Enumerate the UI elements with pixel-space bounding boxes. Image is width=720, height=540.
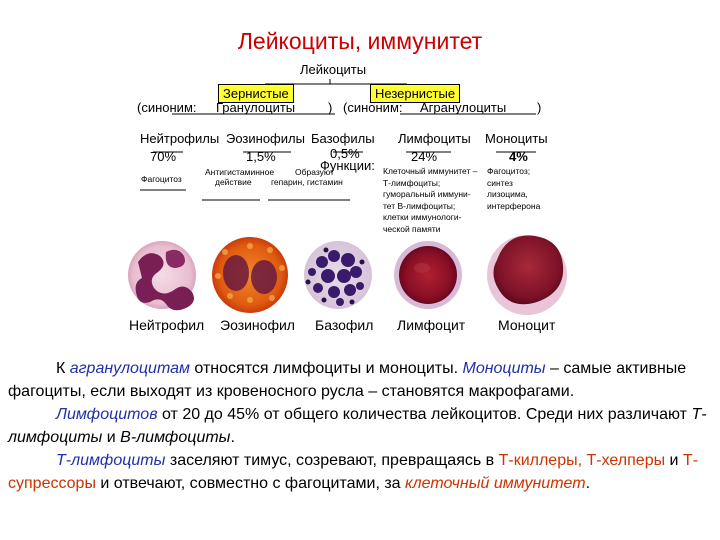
function-lymphocyte-line: тет В-лимфоциты; (383, 200, 456, 211)
paragraph-t-lymphocytes (8, 449, 712, 495)
scheme-root: Лейкоциты (300, 62, 367, 77)
type-monocytes: Моноциты (485, 131, 548, 146)
caption-monocyte: Моноцит (498, 317, 556, 333)
text-span: заселяют тимус, созревают, превращаясь в (165, 452, 499, 469)
percent-eosinophils: 1,5% (246, 149, 276, 164)
basophil-image (304, 241, 372, 309)
body-text (8, 357, 712, 495)
caption-basophil: Базофил (315, 317, 374, 333)
text-span: и (665, 452, 683, 469)
synonym-right-close: ) (537, 100, 542, 115)
synonym-granulocytes: Гранулоциты (216, 100, 296, 115)
synonym-left-close: ) (328, 100, 333, 115)
term-t-killers: Т-киллеры, (498, 452, 583, 469)
term-lymphocytes: Лимфоцитов (56, 406, 158, 423)
term-t-lymphocytes: Т-лимфоциты (8, 406, 707, 446)
granular-box: Зернистые (218, 84, 294, 103)
synonym-agranulocytes: Агранулоциты (420, 100, 507, 115)
paragraph-lymphocytes (8, 403, 712, 449)
function-monocyte-line: интерферона (487, 200, 541, 211)
function-lymphocyte-line: Клеточный иммунитет – (383, 166, 478, 176)
text-span: и (102, 429, 121, 446)
term-monocytes: Моноциты (462, 360, 546, 377)
text-span: от 20 до 45% от общего количества лейкоцитов. Среди них различают (157, 406, 692, 423)
text-span: – самые активные фагоциты, если выходят из кровеносного русла – становятся макрофагами. (8, 360, 687, 400)
function-basophil-1: Образуют (295, 167, 334, 177)
type-neutrophils: Нейтрофилы (140, 131, 220, 146)
synonym-left-prefix: (синоним: (137, 100, 197, 115)
neutrophil-image (128, 241, 196, 310)
monocyte-image (487, 235, 567, 315)
paragraph-agranulocytes (8, 357, 712, 403)
nongranular-box: Незернистые (370, 84, 460, 103)
type-basophils: Базофилы (311, 131, 375, 146)
caption-eosinophil: Эозинофил (220, 317, 295, 333)
functions-label: Функции: (320, 158, 375, 173)
function-basophil-2: гепарин, гистамин (271, 177, 343, 187)
function-monocyte-line: Фагоцитоз; (487, 166, 531, 176)
text-span: . (230, 429, 235, 446)
text-span: К (56, 360, 70, 377)
text-span: относятся лимфоциты и моноциты. (189, 360, 463, 377)
caption-neutrophil: Нейтрофил (129, 317, 205, 333)
function-lymphocyte-line: ческой памяти (383, 223, 441, 234)
eosinophil-image (212, 237, 288, 313)
function-lymphocyte-line: Т-лимфоциты; (383, 177, 441, 188)
term-t-suppressors: Т-супрессоры (8, 452, 699, 492)
text-span: . (585, 475, 591, 492)
function-eosinophil-1: Антигистаминное (205, 167, 275, 177)
type-lymphocytes: Лимфоциты (398, 131, 471, 146)
caption-lymphocyte: Лимфоцит (397, 317, 466, 333)
function-lymphocyte-line: клетки иммунологи- (383, 212, 462, 222)
page-title: Лейкоциты, иммунитет (237, 28, 483, 54)
term-t-helpers: Т-хелперы (586, 452, 666, 469)
term-b-lymphocytes: В-лимфоциты (120, 429, 231, 446)
term-agranulocytes: агранулоцитам (69, 360, 190, 377)
function-lymphocyte-line: гуморальный иммуни- (383, 189, 471, 199)
percent-lymphocytes: 24% (411, 149, 438, 164)
term-cellular-immunity: клеточный иммунитет (405, 475, 586, 492)
lymphocyte-image (394, 241, 462, 309)
term-t-lymphocytes: Т-лимфоциты (56, 452, 166, 469)
function-eosinophil-2: действие (215, 177, 252, 187)
percent-neutrophils: 70% (150, 149, 177, 164)
synonym-right-prefix: (синоним: (343, 100, 403, 115)
percent-basophils: 0,5% (330, 146, 360, 161)
percent-monocytes: 4% (509, 149, 528, 164)
function-monocyte-line: синтез (487, 177, 513, 188)
function-monocyte-line: лизоцима, (487, 189, 528, 199)
function-neutrophil: Фагоцитоз (141, 174, 182, 184)
type-eosinophils: Эозинофилы (226, 131, 305, 146)
text-span: и отвечают, совместно с фагоцитами, за (95, 475, 406, 492)
